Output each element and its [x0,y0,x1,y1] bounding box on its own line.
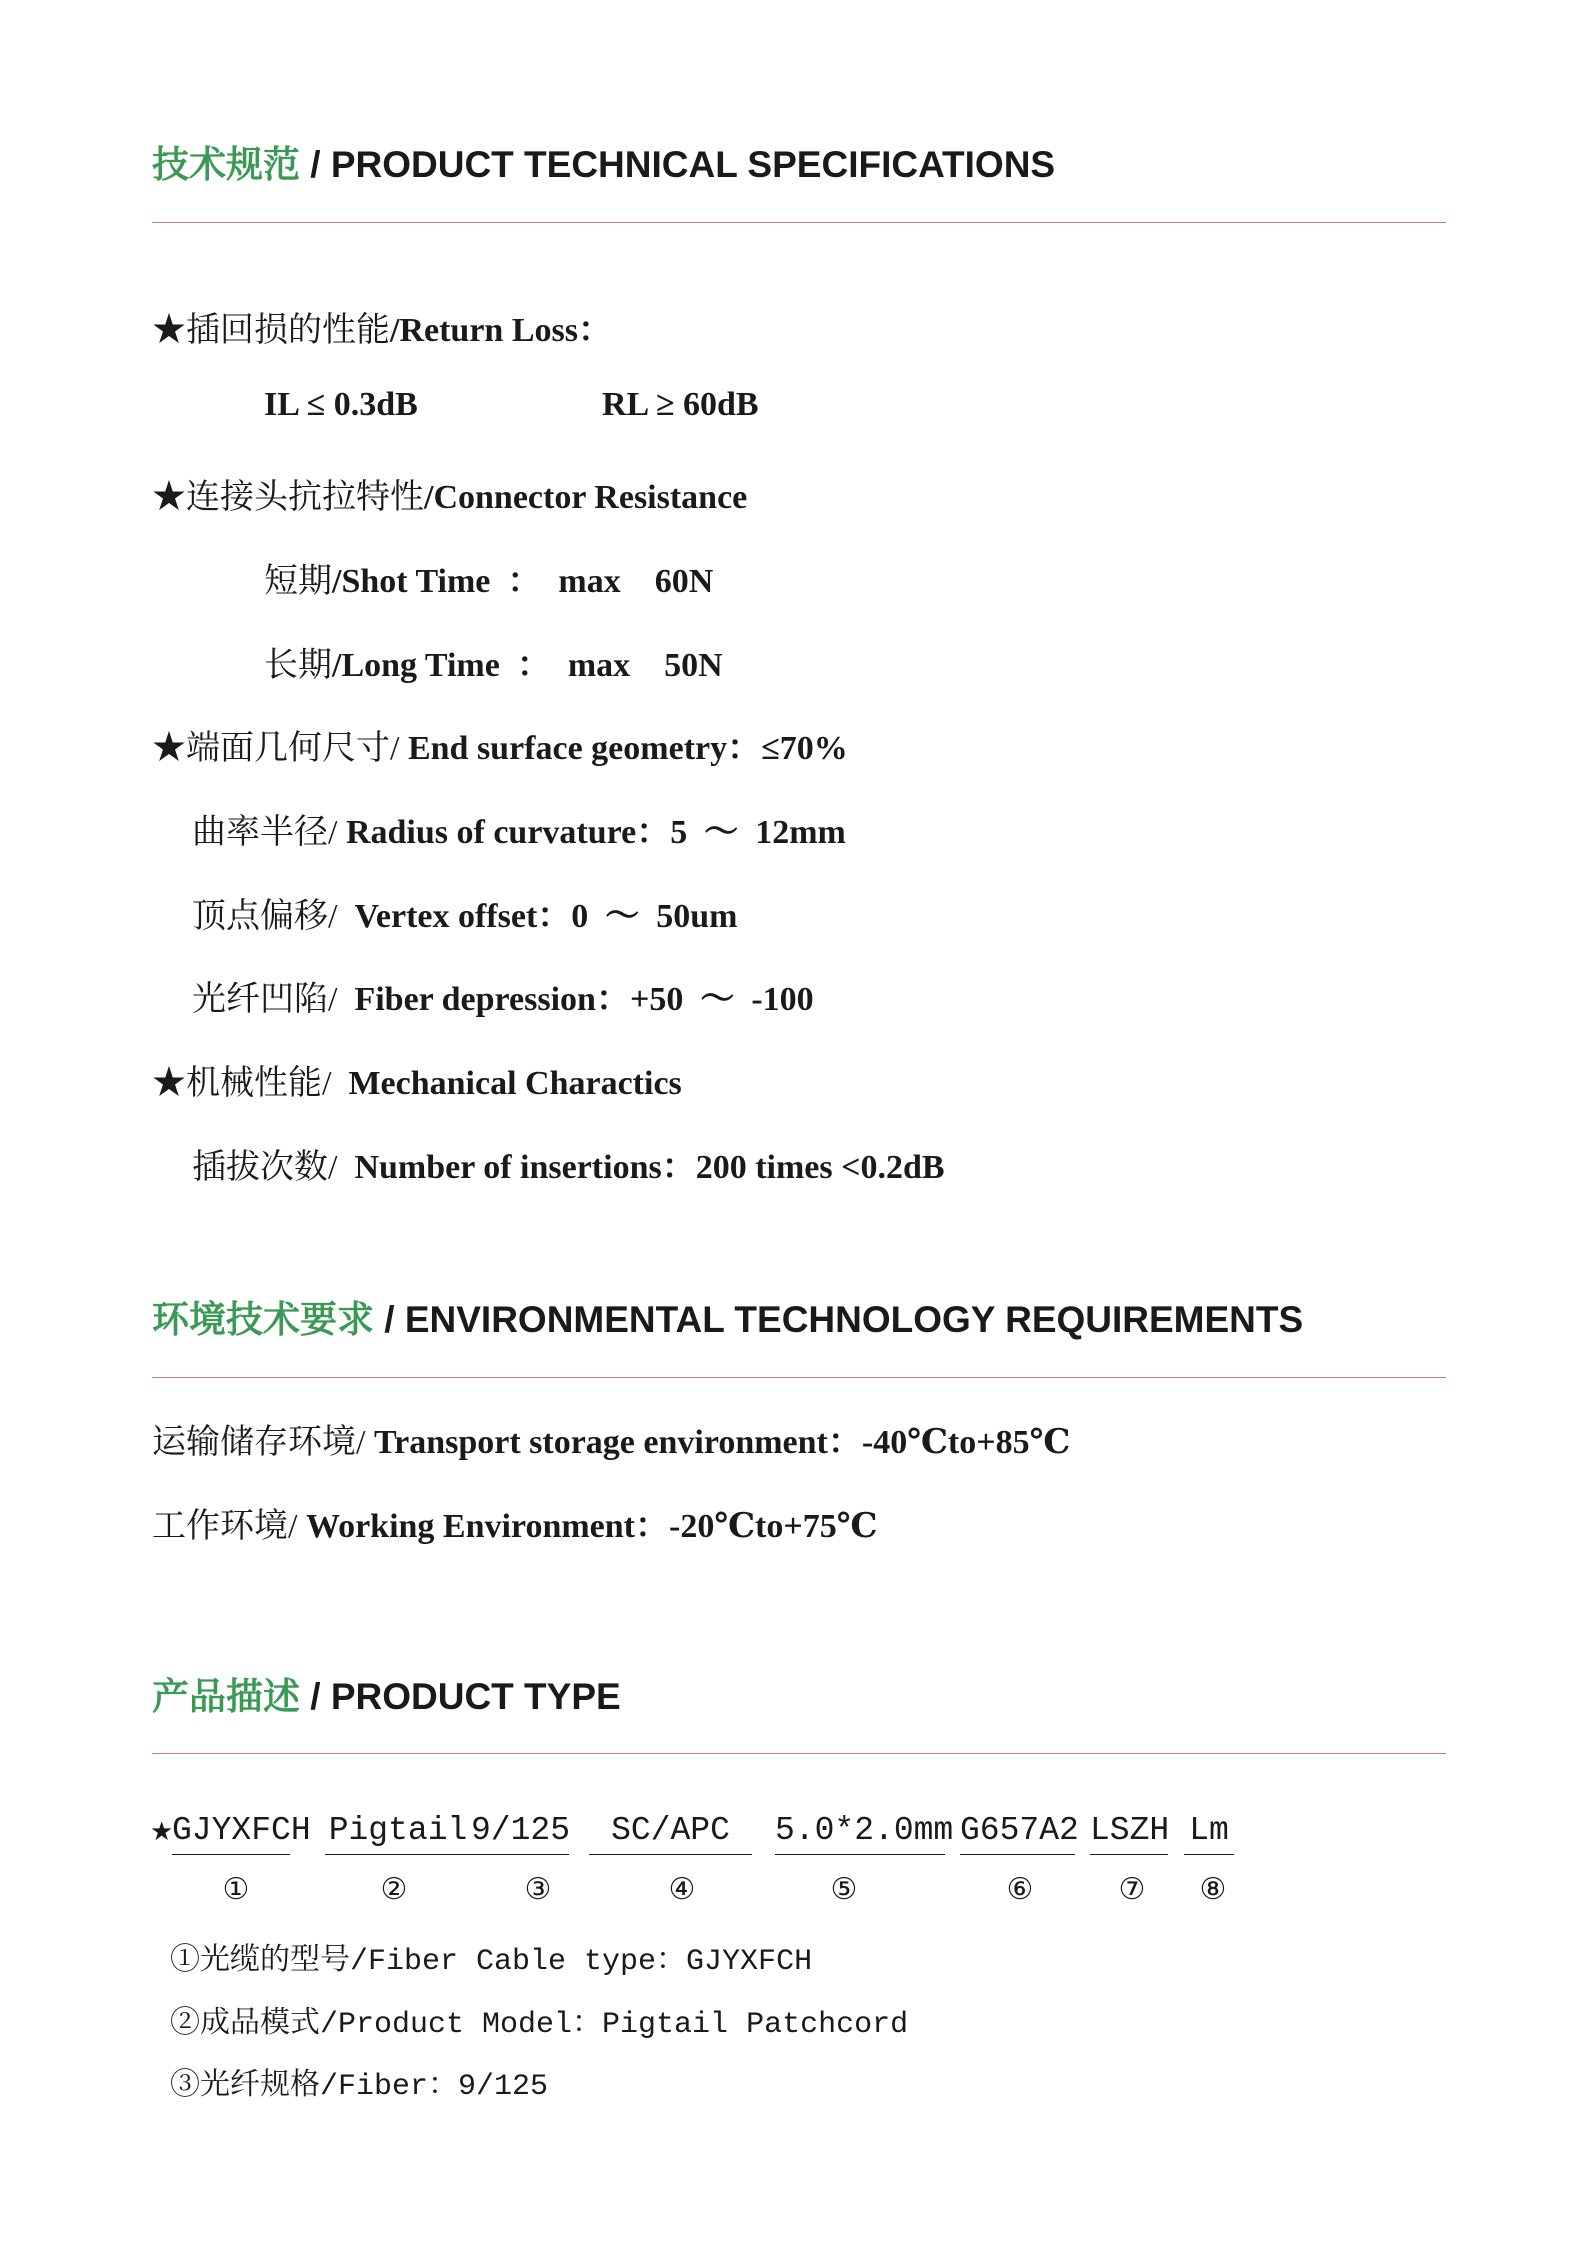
type-legend-item: ③光纤规格/Fiber：9/125 [170,2067,549,2104]
type-segment-sheath: LSZH [1090,1812,1168,1849]
spec-return-loss: ★插回损的性能/Return Loss： [152,312,612,349]
spec-end-surface: ★端面几何尺寸/ End surface geometry：≤70% [152,730,848,767]
spec-long-time: 长期/Long Time ： max 50N [264,647,723,684]
spec-short-time: 短期/Shot Time ： max 60N [264,563,714,600]
spec-insertions: 插拔次数/ Number of insertions：200 times <0.2dB [192,1149,945,1186]
section-title-cn: 技术规范 [152,144,300,185]
spec-rl: RL ≥ 60dB [602,386,759,423]
type-number-6: ⑥ [1006,1872,1034,1907]
type-number-8: ⑧ [1199,1872,1227,1907]
section-divider [152,222,1446,223]
type-number-5: ⑤ [830,1872,858,1907]
spec-vertex: 顶点偏移/ Vertex offset：0 ～ 50um [192,898,738,935]
type-number-2: ② [380,1872,408,1907]
spec-il: IL ≤ 0.3dB [264,386,418,423]
spec-radius: 曲率半径/ Radius of curvature：5 ～ 12mm [192,814,846,851]
section-title-cn: 环境技术要求 [152,1299,374,1340]
section-divider [152,1377,1446,1378]
section-title-en: / PRODUCT TYPE [300,1676,621,1717]
type-number-4: ④ [668,1872,696,1907]
env-transport: 运输储存环境/ Transport storage environment：-40℃to+85℃ [152,1424,1071,1461]
section-title-en: / ENVIRONMENTAL TECHNOLOGY REQUIREMENTS [374,1299,1304,1340]
type-segment-diameter: 5.0*2.0mm [775,1812,945,1849]
type-segment-length: Lm [1184,1812,1234,1849]
spec-mechanical: ★机械性能/ Mechanical Charactics [152,1065,682,1102]
section-title-environment [152,1289,1303,1343]
type-segment-connector: SC/APC [589,1812,752,1849]
type-number-3: ③ [524,1872,552,1907]
section-divider [152,1753,1446,1754]
type-legend-item: ②成品模式/Product Model：Pigtail Patchcord [170,2005,909,2042]
type-segment-fiber: 9/125 [471,1812,569,1849]
spec-connector: ★连接头抗拉特性/Connector Resistance [152,479,748,516]
section-title-cn: 产品描述 [152,1676,300,1717]
type-segment-model: Pigtail [325,1812,471,1849]
section-title-product-type [152,1666,621,1720]
type-star: ★ [150,1817,174,1846]
section-title-specifications [152,134,1055,188]
type-segment-cable: GJYXFCH [172,1812,290,1849]
type-segment-fiber-type: G657A2 [960,1812,1075,1849]
spec-fiber-depression: 光纤凹陷/ Fiber depression：+50 ～ -100 [192,981,814,1018]
type-legend-item: ①光缆的型号/Fiber Cable type：GJYXFCH [170,1942,813,1979]
type-number-7: ⑦ [1118,1872,1146,1907]
section-title-en: / PRODUCT TECHNICAL SPECIFICATIONS [300,144,1056,185]
env-working: 工作环境/ Working Environment：-20℃to+75℃ [152,1508,878,1545]
type-number-1: ① [222,1872,250,1907]
